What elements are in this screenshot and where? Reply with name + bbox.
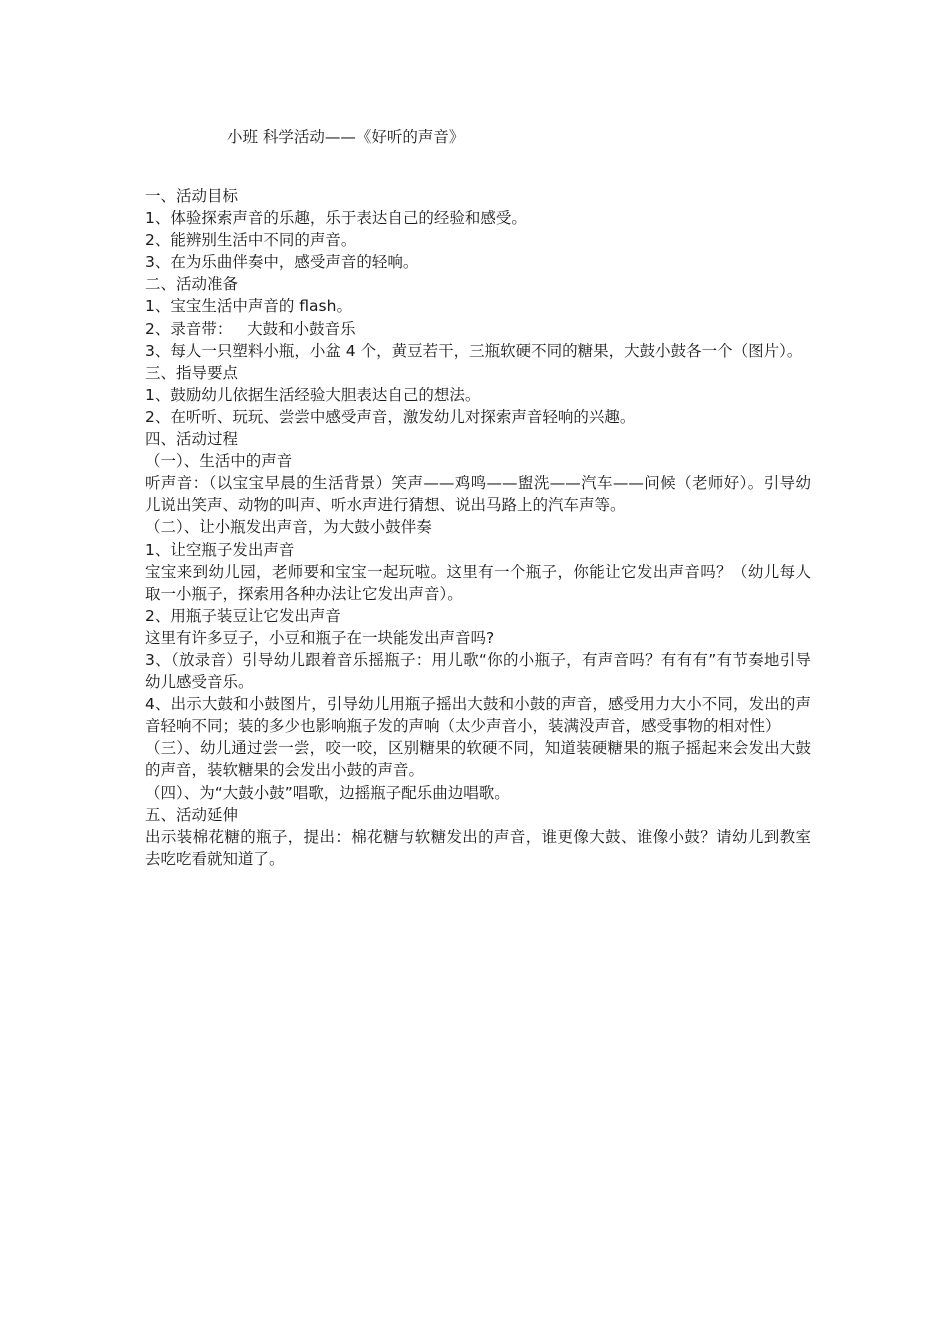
- process-step: 1、让空瓶子发出声音: [145, 540, 295, 559]
- section-heading-preparation: 二、活动准备: [145, 275, 239, 294]
- process-subheading: （三）、幼儿通过尝一尝，咬一咬，区别糖果的软硬不同，知道装硬糖果的瓶子摇起来会发出大鼓的声音，装软糖果的会发出小鼓的声音。: [145, 739, 811, 780]
- document-body: [145, 185, 811, 870]
- section-heading-extension: 五、活动延伸: [145, 805, 239, 824]
- document-title: 小班 科学活动——《好听的声音》: [227, 128, 465, 146]
- extension-paragraph: 出示装棉花糖的瓶子，提出：棉花糖与软糖发出的声音，谁更像大鼓、谁像小鼓？请幼儿到教室去吃吃看就知道了。: [145, 827, 811, 868]
- section-heading-guidance: 三、指导要点: [145, 363, 239, 382]
- process-step: 2、用瓶子装豆让它发出声音: [145, 606, 341, 625]
- preparation-item: 3、每人一只塑料小瓶，小盆 4 个，黄豆若干，三瓶软硬不同的糖果，大鼓小鼓各一个（图片）。: [145, 341, 803, 360]
- preparation-item: 2、录音带： 大鼓和小鼓音乐: [145, 319, 356, 338]
- goal-item: 3、在为乐曲伴奏中，感受声音的轻响。: [145, 253, 419, 272]
- guidance-item: 2、在听听、玩玩、尝尝中感受声音，激发幼儿对探索声音轻响的兴趣。: [145, 407, 636, 426]
- preparation-item: 1、宝宝生活中声音的 flash。: [145, 297, 352, 316]
- section-heading-goals: 一、活动目标: [145, 187, 239, 205]
- process-subheading: （一）、生活中的声音: [145, 452, 293, 471]
- process-step: 4、出示大鼓和小鼓图片，引导幼儿用瓶子摇出大鼓和小鼓的声音，感受用力大小不同，发出的声音轻响不同；装的多少也影响瓶子发的声响（太少声音小，装满没声音，感受事物的相对性）: [145, 695, 811, 736]
- process-step: 3、（放录音）引导幼儿跟着音乐摇瓶子：用儿歌“你的小瓶子，有声音吗？有有有”有节奏地引导幼儿感受音乐。: [145, 650, 811, 692]
- guidance-item: 1、鼓励幼儿依据生活经验大胆表达自己的想法。: [145, 385, 481, 404]
- process-paragraph: 听声音：（以宝宝早晨的生活背景）笑声——鸡鸣——盥洗——汽车——问候（老师好）。引导幼儿说出笑声、动物的叫声、听水声进行猜想、说出马路上的汽车声等。: [145, 474, 811, 515]
- process-paragraph: 宝宝来到幼儿园，老师要和宝宝一起玩啦。这里有一个瓶子，你能让它发出声音吗？（幼儿每人取一小瓶子，探索用各种办法让它发出声音）。: [145, 562, 811, 603]
- goal-item: 2、能辨别生活中不同的声音。: [145, 231, 357, 250]
- goal-item: 1、体验探索声音的乐趣，乐于表达自己的经验和感受。: [145, 209, 527, 228]
- process-subheading: （二）、让小瓶发出声音，为大鼓小鼓伴奏: [145, 518, 432, 537]
- section-heading-process: 四、活动过程: [145, 430, 239, 449]
- process-subheading: （四）、为“大鼓小鼓”唱歌，边摇瓶子配乐曲边唱歌。: [145, 783, 510, 802]
- process-paragraph: 这里有许多豆子，小豆和瓶子在一块能发出声音吗?: [145, 628, 495, 647]
